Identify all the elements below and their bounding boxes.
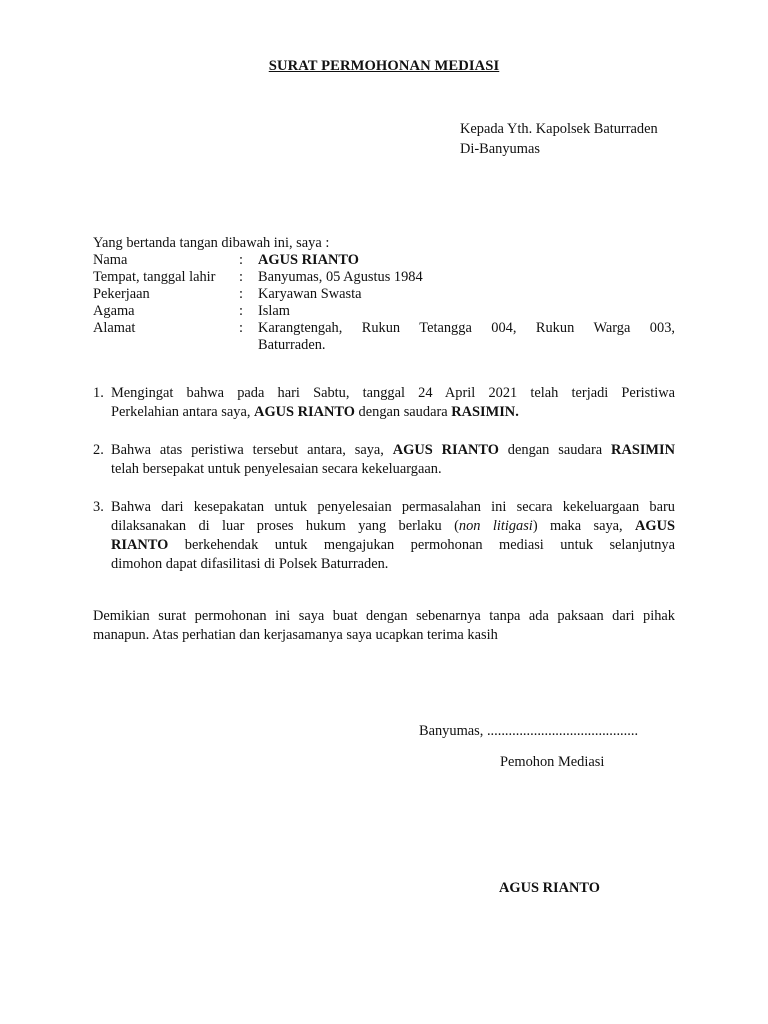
identity-value: Karyawan Swasta: [258, 286, 362, 302]
identity-colon: :: [239, 252, 243, 268]
bold-name: AGUS RIANTO: [392, 442, 499, 458]
identity-label: Alamat: [93, 320, 136, 336]
italic-term: non litigasi: [458, 518, 533, 534]
letter-title: SURAT PERMOHONAN MEDIASI: [268, 58, 500, 74]
list-text: [111, 385, 675, 423]
identity-value: Banyumas, 05 Agustus 1984: [258, 269, 423, 285]
list-text: [111, 499, 675, 575]
point-line: [111, 404, 675, 423]
addressee-block: [460, 121, 740, 161]
point-line: dimohon dapat difasilitasi di Polsek Baturraden.: [111, 556, 389, 572]
identity-colon: :: [239, 269, 243, 285]
bold-name: RASIMIN: [611, 442, 676, 458]
list-item: [93, 385, 675, 423]
identity-value: AGUS RIANTO: [258, 252, 359, 268]
text-run: dengan saudara: [354, 404, 452, 420]
signature-name: AGUS RIANTO: [499, 880, 600, 896]
identity-colon: :: [239, 303, 243, 319]
bold-name: AGUS RIANTO: [254, 404, 355, 420]
place-date: Banyumas, ..........................................: [419, 723, 639, 739]
addressee-line-location: Di-Banyumas: [460, 141, 540, 157]
point-line: telah bersepakat untuk penyelesaian secara kekeluargaan.: [111, 461, 442, 477]
identity-label: Nama: [93, 252, 128, 268]
point-line: [111, 442, 675, 461]
address-line-2: Baturraden.: [258, 337, 326, 353]
identity-row-birth: [93, 269, 675, 286]
point-line: [111, 518, 675, 537]
closing-line: manapun. Atas perhatian dan kerjasamanya saya ucapkan terima kasih: [93, 627, 498, 643]
identity-row-address: [93, 320, 675, 354]
closing-line: Demikian surat permohonan ini saya buat dengan sebenarnya tanpa ada paksaan dari pihak: [93, 608, 675, 624]
identity-label: Pekerjaan: [93, 286, 150, 302]
text-run: berkehendak untuk mengajukan permohonan mediasi untuk selanjutnya: [168, 537, 675, 553]
identity-label: Agama: [93, 303, 135, 319]
point-line: Mengingat bahwa pada hari Sabtu, tanggal 24 April 2021 telah terjadi Peristiwa: [111, 385, 675, 401]
identity-colon: :: [239, 320, 243, 336]
list-item: [93, 499, 675, 575]
list-number: 1.: [93, 385, 104, 401]
list-text: [111, 442, 675, 480]
identity-label: Tempat, tanggal lahir: [93, 269, 216, 285]
identity-value: Islam: [258, 303, 290, 319]
point-line: [111, 537, 675, 556]
numbered-point-1: [93, 385, 675, 423]
list-item: [93, 442, 675, 480]
identity-value: [258, 320, 675, 354]
list-number: 2.: [93, 442, 104, 458]
point-line: Bahwa dari kesepakatan untuk penyelesaian permasalahan ini secara kekeluargaan baru: [111, 499, 675, 515]
identity-table: [93, 252, 675, 354]
list-number: 3.: [93, 499, 104, 515]
identity-row-occupation: [93, 286, 675, 303]
text-run: Bahwa atas peristiwa tersebut antara, saya,: [111, 442, 393, 458]
numbered-point-2: [93, 442, 675, 480]
addressee-line-recipient: Kepada Yth. Kapolsek Baturraden: [460, 121, 658, 137]
bold-name: RIANTO: [111, 537, 169, 553]
text-run: ) maka saya,: [532, 518, 636, 534]
bold-name: AGUS: [635, 518, 675, 534]
identity-row-religion: [93, 303, 675, 320]
bold-name: RASIMIN.: [451, 404, 519, 420]
text-run: Perkelahian antara saya,: [111, 404, 255, 420]
address-line-1: Karangtengah, Rukun Tetangga 004, Rukun Warga 003,: [258, 320, 675, 336]
intro-text: Yang bertanda tangan dibawah ini, saya :: [93, 235, 330, 251]
identity-row-name: [93, 252, 675, 269]
identity-colon: :: [239, 286, 243, 302]
text-run: dilaksanakan di luar proses hukum yang berlaku (: [111, 518, 459, 534]
applicant-role: Pemohon Mediasi: [500, 754, 605, 770]
text-run: dengan saudara: [498, 442, 612, 458]
closing-paragraph: [93, 608, 675, 646]
numbered-point-3: [93, 499, 675, 575]
